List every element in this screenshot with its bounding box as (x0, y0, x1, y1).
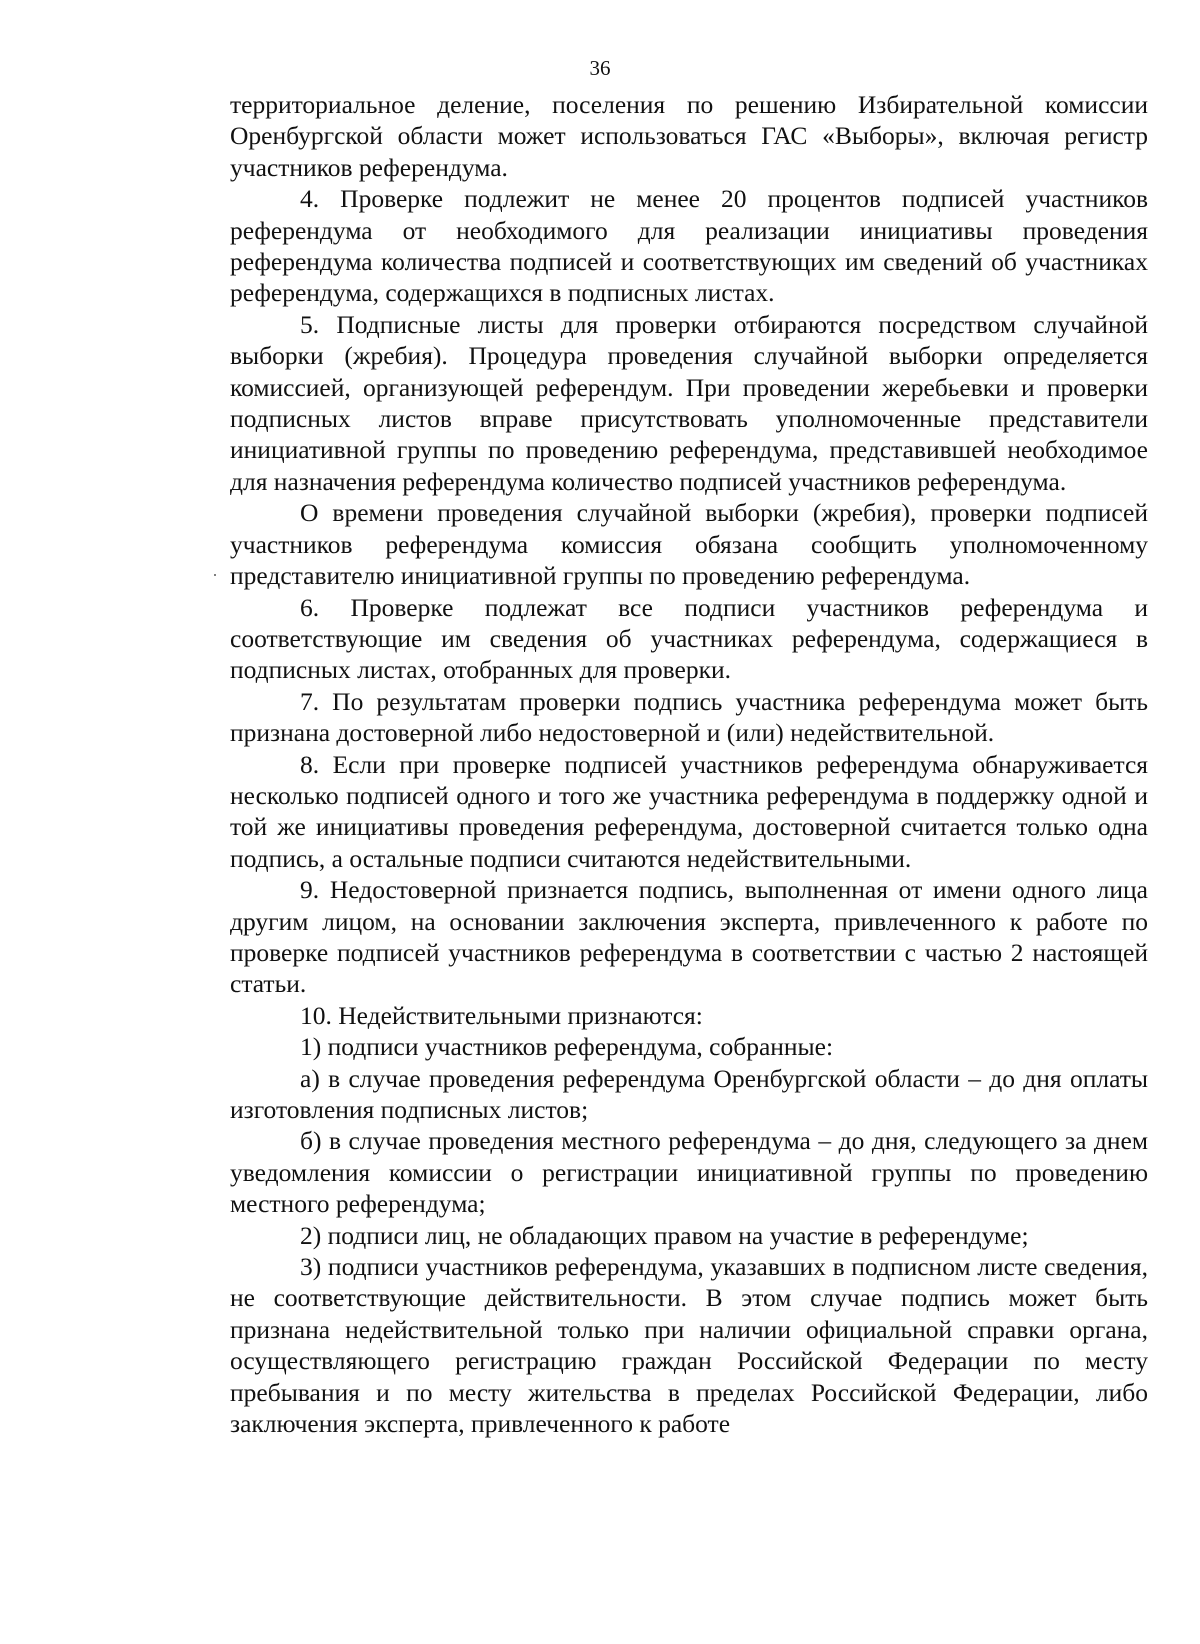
paragraph-item-4: 4. Проверке подлежит не менее 20 процентов подписей участников референдума от необходимого для реализации инициативы проведения референдума количества подписей и соответствующих им сведений об участниках референдума, содержащихся в подписных листах. (230, 184, 1148, 308)
paragraph-item-7: 7. По результатам проверки подпись участника референдума может быть признана достоверной либо недостоверной и (или) недействительной. (230, 686, 1148, 748)
subitem-a: а) в случае проведения референдума Оренбургской области – до дня оплаты изготовления подписных листов; (230, 1063, 1148, 1124)
subitem-b: б) в случае проведения местного референдума – до дня, следующего за днем уведомления комиссии о регистрации инициативной группы по проведению местного референдума; (230, 1126, 1148, 1219)
subitem-3: 3) подписи участников референдума, указавших в подписном листе сведения, не соответствующие действительности. В этом случае подпись может быть признана недействительной только при наличии официальной справки органа, осуществляющего регистрацию граждан Российской Федерации по месту пребывания и по месту жительства в пределах Российской Федерации, либо заключения эксперта, привлеченного к работе (230, 1252, 1148, 1439)
scan-speck (214, 574, 216, 576)
paragraph-item-5: 5. Подписные листы для проверки отбираются посредством случайной выборки (жребия). Процедура проведения случайной выборки определяется комиссией, организующей референдум. При проведении жеребьевки и проверки подписных листов вправе присутствовать уполномоченные представители инициативной группы по проведению референдума, представившей необходимое для назначения референдума количество подписей участников референдума. (230, 309, 1148, 496)
paragraph-continuation: территориальное деление, поселения по решению Избирательной комиссии Оренбургской области может использоваться ГАС «Выборы», включая регистр участников референдума. (230, 90, 1148, 182)
subitem-2: 2) подписи лиц, не обладающих правом на участие в референдуме; (300, 1220, 1029, 1250)
paragraph-item-6: 6. Проверке подлежат все подписи участников референдума и соответствующие им сведения об участниках референдума, содержащиеся в подписных листах, отобранных для проверки. (230, 592, 1148, 685)
document-body (230, 89, 1148, 1439)
page-number: 36 (589, 56, 611, 80)
paragraph-item-9: 9. Недостоверной признается подпись, выполненная от имени одного лица другим лицом, на основании заключения эксперта, привлеченного к работе по проверке подписей участников референдума в соответствии с частью 2 настоящей статьи. (230, 875, 1148, 999)
paragraph-item-5-note: О времени проведения случайной выборки (жребия), проверки подписей участников референдума комиссия обязана сообщить уполномоченному представителю инициативной группы по проведению референдума. (230, 498, 1148, 591)
subitem-1: 1) подписи участников референдума, собранные: (300, 1032, 834, 1062)
paragraph-item-10: 10. Недействительными признаются: (300, 1000, 703, 1030)
paragraph-item-8: 8. Если при проверке подписей участников референдума обнаруживается несколько подписей одного и того же участника референдума в поддержку одной и той же инициативы проведения референдума, достоверной считается только одна подпись, а остальные подписи считаются недействительными. (230, 749, 1148, 873)
